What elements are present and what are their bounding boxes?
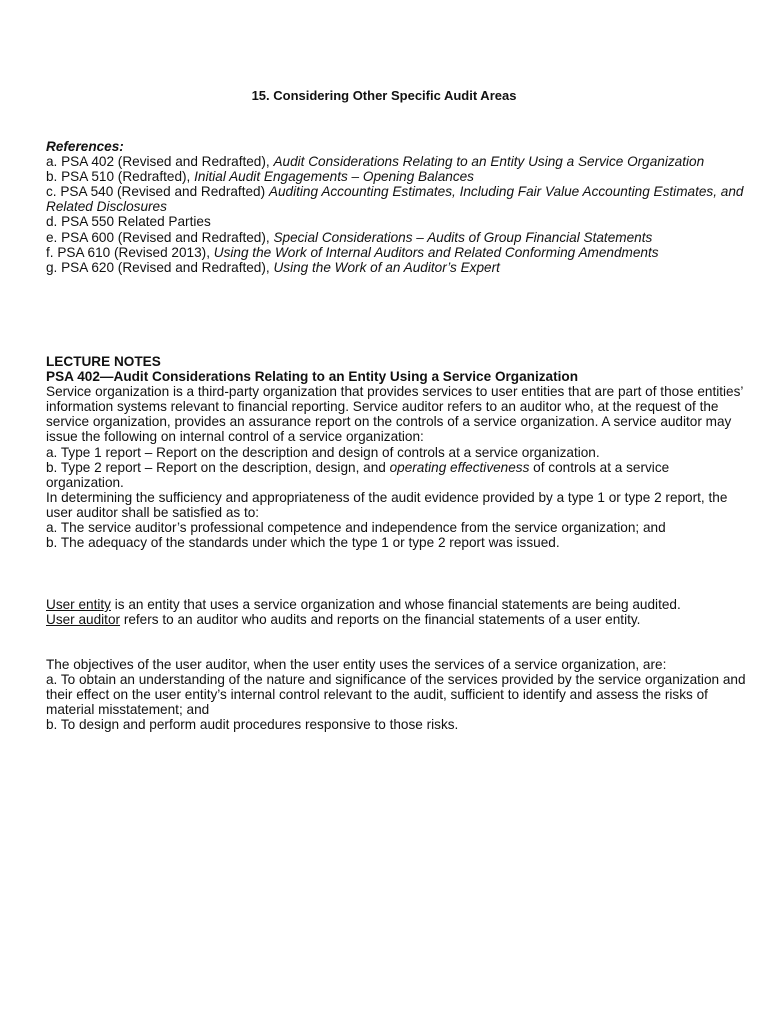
reference-item-f: f. PSA 610 (Revised 2013), Using the Work of Internal Auditors and Related Conforming Amendments: [46, 244, 659, 260]
reference-item-c: c. PSA 540 (Revised and Redrafted) Auditing Accounting Estimates, Including Fair Value Accounting Estimates, and: [46, 184, 744, 200]
type-1-report-item: a. Type 1 report – Report on the description and design of controls at a service organization.: [46, 444, 600, 460]
reference-item-a: a. PSA 402 (Revised and Redrafted), Audit Considerations Relating to an Entity Using a Service Organization: [46, 154, 705, 170]
sufficiency-paragraph: In determining the sufficiency and appropriateness of the audit evidence provided by a type 1 or type 2 report, the user auditor shall be satisfied as to:: [46, 489, 728, 520]
standards-item: b. The adequacy of the standards under which the type 1 or type 2 report was issued.: [46, 535, 560, 551]
references-section: [46, 139, 746, 275]
competence-item: a. The service auditor’s professional competence and independence from the service organization; and: [46, 520, 666, 536]
objectives-section: [46, 657, 746, 732]
page-title: 15. Considering Other Specific Audit Areas: [251, 88, 517, 103]
objective-item-a: a. To obtain an understanding of the nature and significance of the services provided by the service organization and their effect on the user entity’s internal control relevant to the audit, sufficient to identify and assess the risks of material misstatement; and: [46, 672, 746, 718]
user-entity-definition: User entity is an entity that uses a service organization and whose financial statements are being audited.: [46, 597, 681, 612]
objective-item-b: b. To design and perform audit procedures responsive to those risks.: [46, 717, 459, 733]
user-auditor-definition: User auditor refers to an auditor who audits and reports on the financial statements of a user entity.: [46, 612, 641, 628]
references-heading: References:: [46, 139, 124, 154]
lecture-notes-section: [46, 354, 746, 550]
reference-item-e: e. PSA 600 (Revised and Redrafted), Special Considerations – Audits of Group Financial Statements: [46, 229, 653, 245]
psa-402-heading: PSA 402—Audit Considerations Relating to an Entity Using a Service Organization: [46, 369, 579, 385]
definitions-section: [46, 597, 746, 627]
reference-item-g: g. PSA 620 (Revised and Redrafted), Using the Work of an Auditor’s Expert: [46, 259, 500, 275]
service-organization-paragraph: Service organization is a third-party organization that provides services to user entities that are part of those entities’ information systems relevant to financial reporting. Service auditor refers to an auditor who, at the request of the service organization, provides an assurance report on the controls of a service organization. A service auditor may issue the following on internal control of a service organization:: [46, 384, 743, 445]
user-entity-term: User entity: [46, 597, 111, 612]
reference-item-b: b. PSA 510 (Redrafted), Initial Audit Engagements – Opening Balances: [46, 169, 474, 185]
reference-item-c-continued: Related Disclosures: [46, 199, 167, 215]
objectives-intro: The objectives of the user auditor, when the user entity uses the services of a service organization, are:: [46, 657, 667, 672]
lecture-notes-heading: LECTURE NOTES: [46, 354, 161, 369]
user-auditor-term: User auditor: [46, 612, 121, 628]
reference-item-d: d. PSA 550 Related Parties: [46, 214, 211, 230]
type-2-report-item: b. Type 2 report – Report on the description, design, and operating effectiveness of controls at a service organization.: [46, 459, 670, 490]
